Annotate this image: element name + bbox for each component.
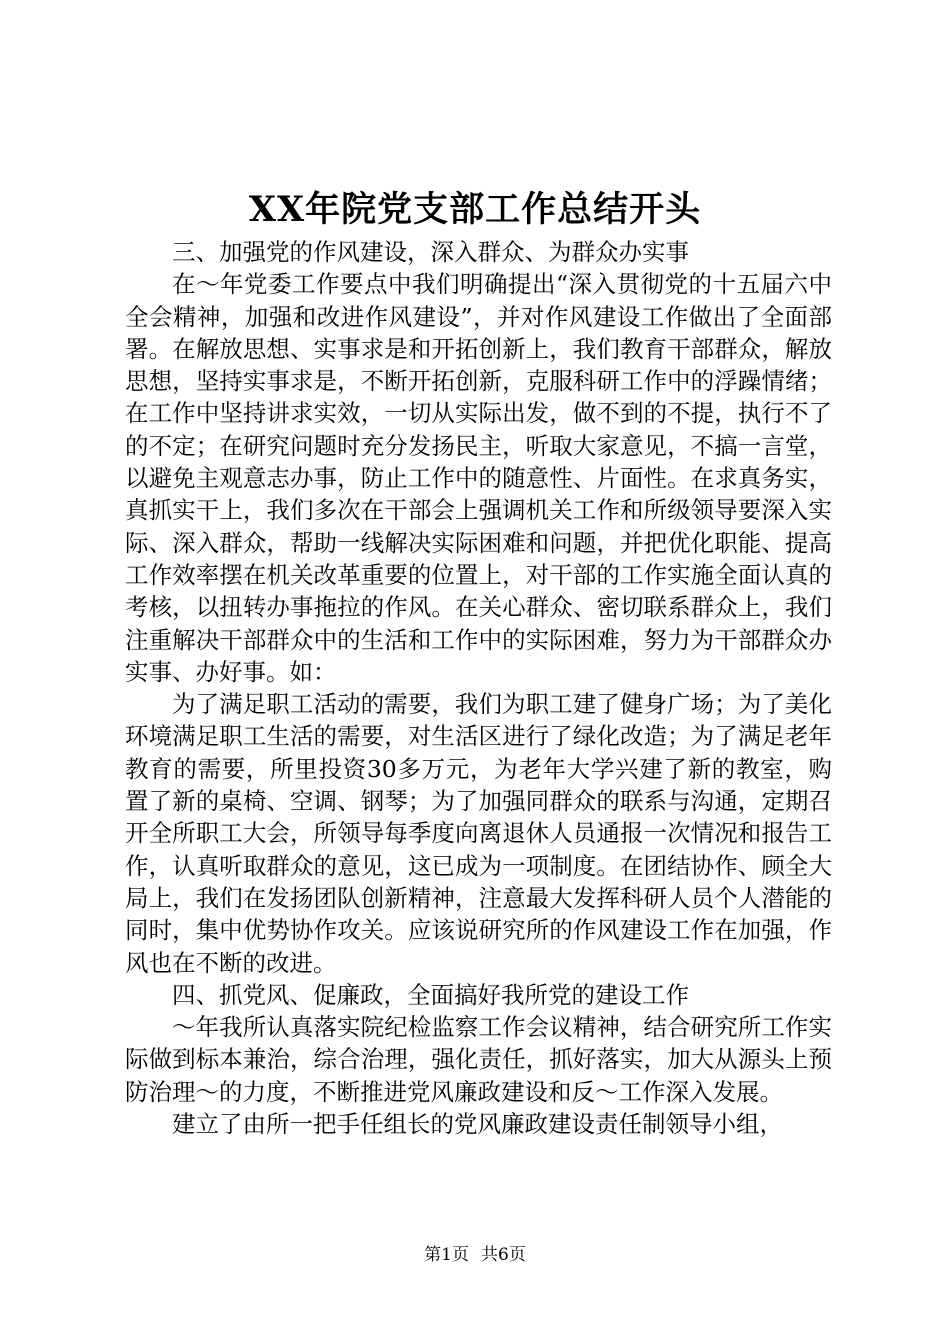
page-footer — [0, 1244, 950, 1266]
paragraph: ～年我所认真落实院纪检监察工作会议精神，结合研究所工作实际做到标本兼治，综合治理，强化责任，抓好落实，加大从源头上预防治理～的力度，不断推进党风廉政建设和反～工作深入发展。 — [125, 1013, 832, 1106]
paragraph: 建立了由所一把手任组长的党风廉政建设责任制领导小组， — [172, 1110, 783, 1139]
document-title: XX年院党支部工作总结开头 — [248, 189, 702, 230]
section-heading-3: 三、加强党的作风建设，深入群众、为群众办实事 — [172, 238, 689, 266]
paragraph: 在～年党委工作要点中我们明确提出“深入贯彻党的十五届六中全会精神，加强和改进作风建设”，并对作风建设工作做出了全面部署。在解放思想、实事求是和开拓创新上，我们教育干部群众，解放思想，坚持实事求是，不断开拓创新，克服科研工作中的浮躁情绪；在工作中坚持讲求实效，一切从实际出发，做不到的不提，执行不了的不定；在研究问题时充分发扬民主，听取大家意见，不搞一言堂，以避免主观意志办事，防止工作中的随意性、片面性。在求真务实，真抓实干上，我们多次在干部会上强调机关工作和所级领导要深入实际、深入群众，帮助一线解决实际困难和问题，并把优化职能、提高工作效率摆在机关改革重要的位置上，对干部的工作实施全面认真的考核，以扭转办事拖拉的作风。在关心群众、密切联系群众上，我们注重解决干部群众中的生活和工作中的实际困难，努力为干部群众办实事、办好事。如： — [125, 270, 832, 686]
page-total: 共6页 — [481, 1245, 526, 1265]
section-heading-4: 四、抓党风、促廉政，全面搞好我所党的建设工作 — [172, 980, 689, 1009]
document-body — [125, 236, 832, 1140]
page-number: 第1页 — [424, 1245, 469, 1265]
paragraph: 为了满足职工活动的需要，我们为职工建了健身广场；为了美化环境满足职工生活的需要，对生活区进行了绿化改造；为了满足老年教育的需要，所里投资30多万元，为老年大学兴建了新的教室，购置了新的桌椅、空调、钢琴；为了加强同群众的联系与沟通，定期召开全所职工大会，所领导每季度向离退休人员通报一次情况和报告工作，认真听取群众的意见，这已成为一项制度。在团结协作、顾全大局上，我们在发扬团队创新精神，注意最大发挥科研人员个人潜能的同时，集中优势协作攻关。应该说研究所的作风建设工作在加强，作风也在不断的改进。 — [125, 690, 832, 977]
